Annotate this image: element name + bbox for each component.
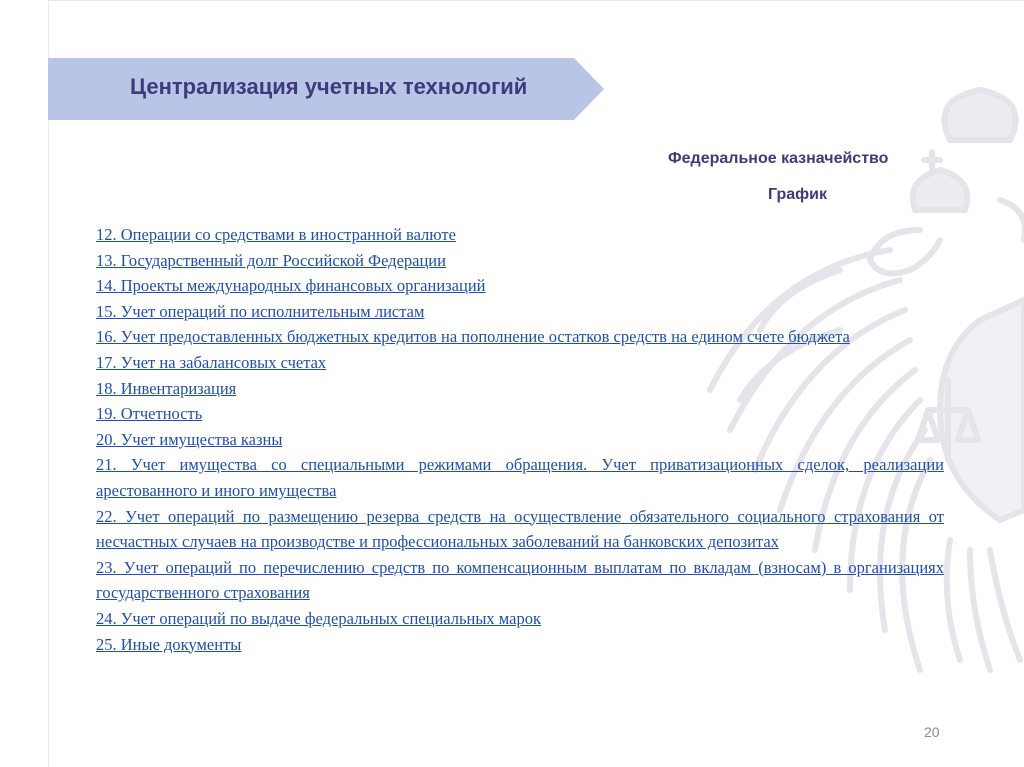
list-item-16[interactable]: 16. Учет предоставленных бюджетных кредитов на пополнение остатков средств на едином счете бюджета <box>96 327 850 347</box>
page-number: 20 <box>924 724 940 740</box>
document-list <box>96 222 944 657</box>
slide-title: Централизация учетных технологий <box>130 74 528 99</box>
list-item-21[interactable]: 21. Учет имущества со специальными режимами обращения. Учет приватизационных сделок, реализации арестованного и иного имущества <box>96 455 944 500</box>
list-item-24[interactable]: 24. Учет операций по выдаче федеральных специальных марок <box>96 608 541 628</box>
org-name: Федеральное казначейство <box>668 150 889 167</box>
list-item-19[interactable]: 19. Отчетность <box>96 404 203 424</box>
list-item-22[interactable]: 22. Учет операций по размещению резерва средств на осуществление обязательного социального страхования от несчастных случаев на производстве и профессиональных заболеваний на банковских депозитах <box>96 506 944 552</box>
list-item-23[interactable]: 23. Учет операций по перечислению средств по компенсационным выплатам по вкладам (взносам) в организациях государственного страхования <box>96 557 944 603</box>
title-banner <box>48 58 604 120</box>
frame-top-line <box>48 0 1024 1</box>
section-label: График <box>768 186 827 203</box>
list-item-20[interactable]: 20. Учет имущества казны <box>96 429 283 449</box>
list-item-13[interactable]: 13. Государственный долг Российской Федерации <box>96 250 446 270</box>
list-item-12[interactable]: 12. Операции со средствами в иностранной валюте <box>96 225 456 244</box>
list-item-18[interactable]: 18. Инвентаризация <box>96 378 237 398</box>
list-item-15[interactable]: 15. Учет операций по исполнительным листам <box>96 301 425 321</box>
list-item-17[interactable]: 17. Учет на забалансовых счетах <box>96 352 327 372</box>
list-item-14[interactable]: 14. Проекты международных финансовых организаций <box>96 276 486 296</box>
list-item-25[interactable]: 25. Иные документы <box>96 634 242 654</box>
